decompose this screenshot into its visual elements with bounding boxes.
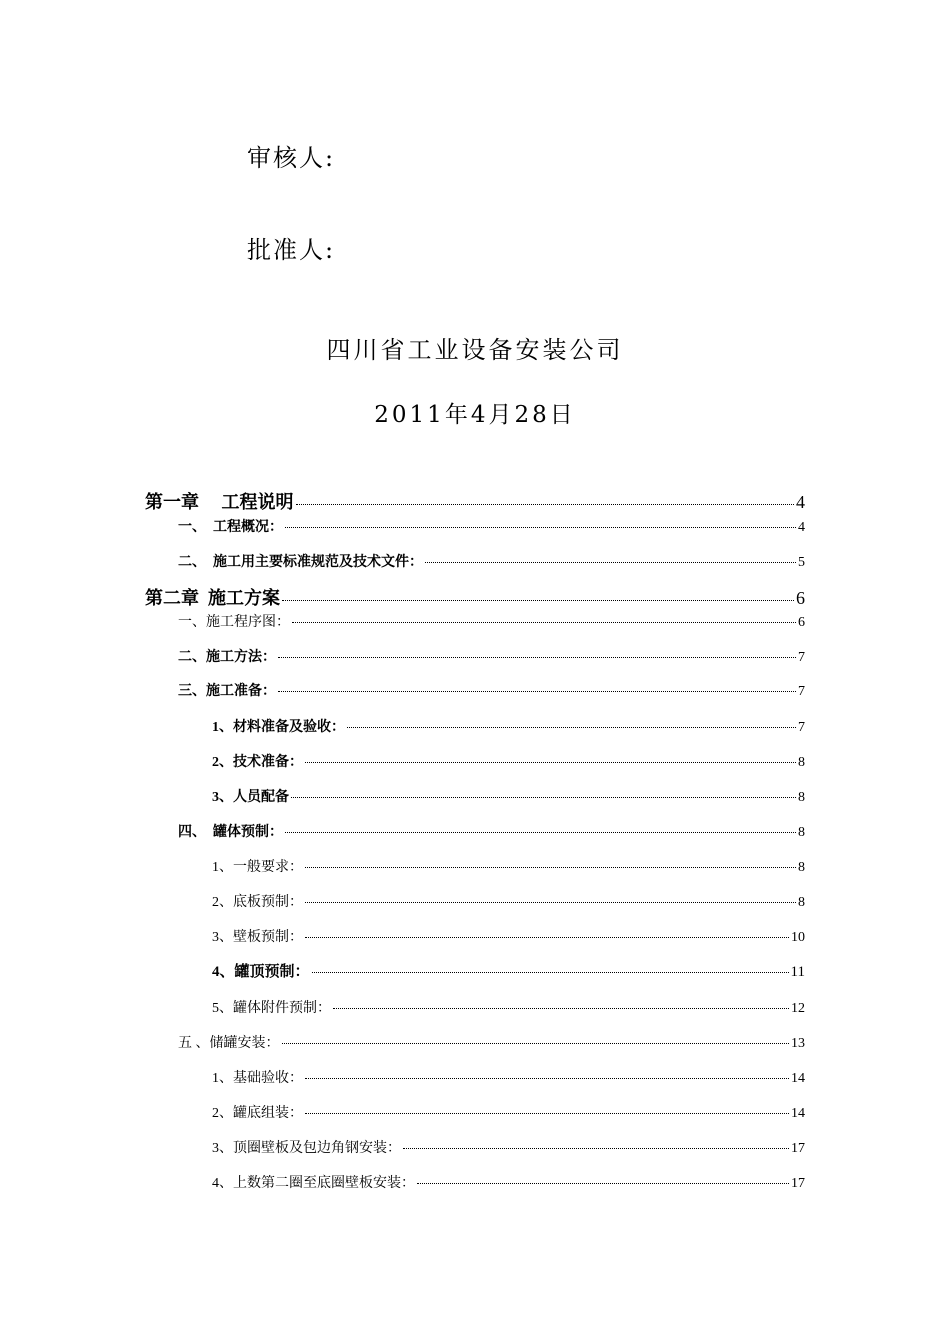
toc-entry-title: 2、技术准备： — [212, 755, 303, 770]
toc-entry-title: 3、顶圈壁板及包边角钢安装： — [212, 1141, 401, 1156]
toc-entry-page: 8 — [798, 895, 805, 910]
toc-entry-title: 4、上数第二圈至底圈壁板安装： — [212, 1176, 415, 1191]
toc-leader — [305, 867, 796, 868]
toc-entry[interactable] — [178, 646, 805, 666]
toc-entry-title: 第一章 工程说明 — [145, 492, 294, 512]
toc-leader — [333, 1008, 789, 1009]
toc-leader — [305, 937, 789, 938]
document-date: 2011年4月28日 — [374, 402, 576, 428]
toc-leader — [425, 562, 796, 563]
toc-entry-title: 三、施工准备： — [178, 684, 276, 699]
toc-entry[interactable] — [212, 1137, 805, 1157]
toc-entry-page: 17 — [791, 1176, 805, 1191]
toc-leader — [296, 504, 795, 505]
toc-entry-page: 4 — [798, 520, 805, 535]
toc-leader — [305, 902, 796, 903]
toc-leader — [292, 622, 796, 623]
toc-entry-page: 13 — [791, 1036, 805, 1051]
toc-leader — [305, 1113, 789, 1114]
toc-entry-title: 3、人员配备 — [212, 790, 289, 805]
toc-entry-page: 7 — [798, 650, 805, 665]
toc-leader — [282, 1043, 790, 1044]
toc-entry-page: 7 — [798, 684, 805, 699]
toc-entry[interactable] — [212, 786, 805, 806]
toc-leader — [285, 832, 796, 833]
toc-entry[interactable] — [178, 680, 805, 700]
toc-entry-title: 一、 工程概况： — [178, 520, 283, 535]
toc-entry-page: 8 — [798, 790, 805, 805]
toc-entry-page: 17 — [791, 1141, 805, 1156]
toc-entry[interactable] — [178, 1032, 805, 1052]
toc-leader — [278, 691, 796, 692]
approver-label: 批准人: — [247, 236, 336, 264]
toc-entry-title: 五 、储罐安装： — [178, 1036, 280, 1051]
toc-entry-title: 二、施工方法： — [178, 650, 276, 665]
toc-entry[interactable] — [212, 856, 805, 876]
toc-entry-title: 5、罐体附件预制： — [212, 1001, 331, 1016]
toc-entry-page: 6 — [796, 588, 805, 608]
toc-entry[interactable] — [212, 1067, 805, 1087]
toc-entry-page: 12 — [791, 1001, 805, 1016]
toc-leader — [403, 1148, 789, 1149]
toc-entry[interactable] — [178, 821, 805, 841]
toc-leader — [417, 1183, 789, 1184]
toc-entry[interactable] — [178, 611, 805, 631]
toc-leader — [278, 657, 796, 658]
toc-entry-page: 8 — [798, 755, 805, 770]
toc-entry-page: 4 — [796, 492, 805, 512]
toc-entry[interactable] — [212, 960, 805, 981]
toc-entry-page: 5 — [798, 555, 805, 570]
toc-entry-page: 10 — [791, 930, 805, 945]
toc-entry-title: 二、 施工用主要标准规范及技术文件： — [178, 555, 423, 570]
company-name: 四川省工业设备安装公司 — [326, 336, 624, 364]
toc-entry-chapter-1[interactable] — [145, 488, 805, 514]
toc-entry-title: 一、施工程序图： — [178, 615, 290, 630]
toc-leader — [285, 527, 796, 528]
toc-entry[interactable] — [212, 1172, 805, 1192]
toc-entry[interactable] — [212, 997, 805, 1017]
toc-leader — [347, 727, 796, 728]
toc-entry-page: 14 — [791, 1071, 805, 1086]
toc-entry-title: 1、一般要求： — [212, 860, 303, 875]
toc-entry-title: 3、壁板预制： — [212, 930, 303, 945]
toc-entry-page: 8 — [798, 860, 805, 875]
toc-entry[interactable] — [178, 516, 805, 536]
toc-entry-page: 6 — [798, 615, 805, 630]
toc-leader — [312, 972, 789, 973]
toc-entry-page: 14 — [791, 1106, 805, 1121]
toc-entry[interactable] — [212, 716, 805, 736]
toc-entry[interactable] — [212, 891, 805, 911]
toc-entry-page: 8 — [798, 825, 805, 840]
reviewer-label: 审核人: — [247, 144, 336, 172]
toc-entry-title: 4、罐顶预制： — [212, 964, 310, 980]
toc-entry[interactable] — [212, 1102, 805, 1122]
toc-entry[interactable] — [178, 551, 805, 571]
toc-entry-title: 四、 罐体预制： — [178, 825, 283, 840]
toc-leader — [291, 797, 796, 798]
toc-entry-title: 2、罐底组装： — [212, 1106, 303, 1121]
toc-entry[interactable] — [212, 926, 805, 946]
toc-leader — [305, 1078, 789, 1079]
toc-entry-title: 第二章 施工方案 — [145, 588, 280, 608]
toc-entry-title: 1、材料准备及验收： — [212, 720, 345, 735]
toc-entry-page: 7 — [798, 720, 805, 735]
toc-entry-title: 2、底板预制： — [212, 895, 303, 910]
toc-entry-page: 11 — [790, 964, 805, 980]
toc-leader — [282, 600, 794, 601]
toc-entry-title: 1、基础验收： — [212, 1071, 303, 1086]
toc-leader — [305, 762, 796, 763]
toc-entry-chapter-2[interactable] — [145, 584, 805, 610]
toc-entry[interactable] — [212, 751, 805, 771]
